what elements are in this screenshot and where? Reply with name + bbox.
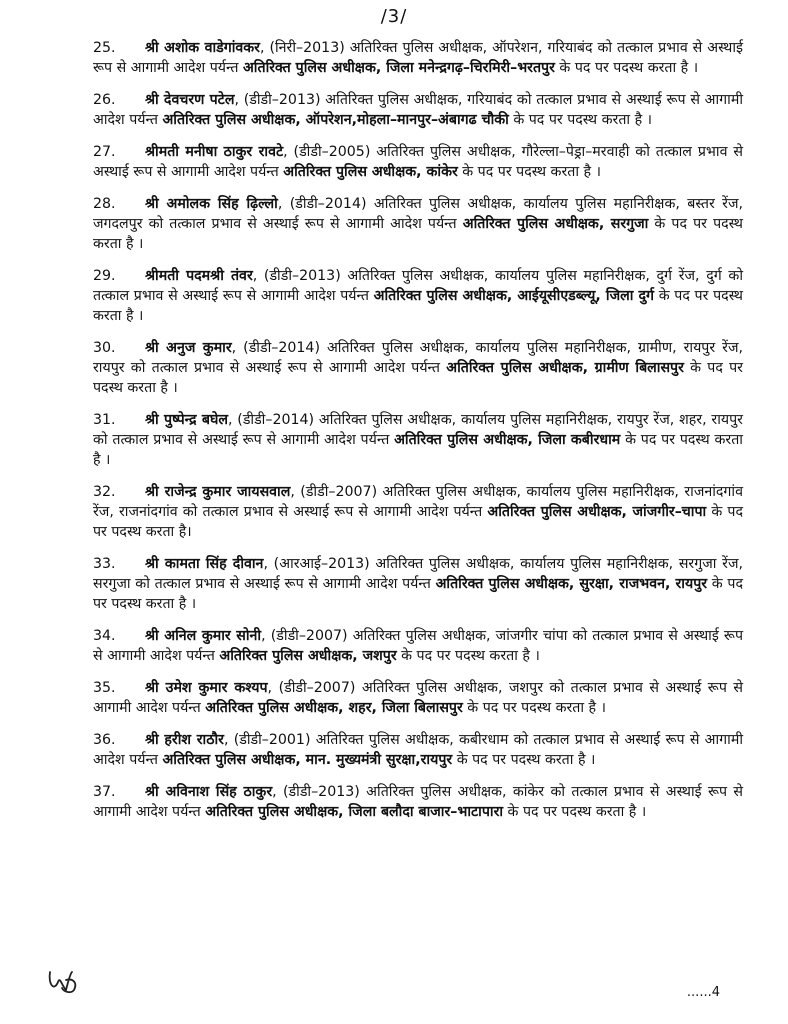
entry-text: , (डीडी–2014) अतिरिक्त पुलिस अधीक्षक, कार्यालय पुलिस महानिरीक्षक, रायपुर रेंज, शहर, रायपुर को तत्काल प्रभाव से अस्थाई रूप से आगामी आदेश पर्यन्त xyxy=(93,412,743,448)
entry-tail: के पद पर पदस्थ करता है । xyxy=(554,60,699,76)
order-entry xyxy=(93,142,743,182)
new-post: अतिरिक्त पुलिस अधीक्षक, जिला कबीरधाम xyxy=(394,432,621,448)
new-post: अतिरिक्त पुलिस अधीक्षक, जशपुर xyxy=(219,648,397,664)
entry-number: 35. xyxy=(93,680,116,696)
officer-name: श्री हरीश राठौर xyxy=(145,732,224,748)
order-entry xyxy=(93,38,743,78)
entry-tail: के पद पर पदस्थ करता है । xyxy=(508,112,653,128)
entry-number: 25. xyxy=(93,40,116,56)
entry-number: 30. xyxy=(93,340,116,356)
officer-name: श्री राजेन्द्र कुमार जायसवाल xyxy=(145,484,291,500)
new-post: अतिरिक्त पुलिस अधीक्षक, सुरक्षा, राजभवन, रायपुर xyxy=(435,576,708,592)
officer-name: श्री उमेश कुमार कश्यप xyxy=(145,680,268,696)
entry-tail: के पद पर पदस्थ करता है । xyxy=(452,752,596,768)
entry-text: , (डीडी–2014) अतिरिक्त पुलिस अधीक्षक, कार्यालय पुलिस महानिरीक्षक, बस्तर रेंज, जगदलपुर को तत्काल प्रभाव से अस्थाई रूप से आगामी आदेश पर्यन्त xyxy=(93,196,743,232)
order-entry xyxy=(93,266,743,326)
entry-text: , (डीडी–2013) अतिरिक्त पुलिस अधीक्षक, कांकेर को तत्काल प्रभाव से अस्थाई रूप से आगामी आदेश पर्यन्त xyxy=(93,784,743,820)
entry-number: 28. xyxy=(93,196,116,212)
entry-text: , (डीडी–2007) अतिरिक्त पुलिस अधीक्षक, जशपुर को तत्काल प्रभाव से अस्थाई रूप से आगामी आदेश पर्यन्त xyxy=(93,680,743,716)
officer-name: श्री देवचरण पटेल xyxy=(145,92,235,108)
new-post: अतिरिक्त पुलिस अधीक्षक, जिला मनेन्द्रगढ़–चिरमिरी–भरतपुर xyxy=(242,60,555,76)
entry-text: , (आरआई–2013) अतिरिक्त पुलिस अधीक्षक, कार्यालय पुलिस महानिरीक्षक, सरगुजा रेंज, सरगुजा को तत्काल प्रभाव से अस्थाई रूप से आगामी आदेश पर्यन्त xyxy=(93,556,743,592)
order-entry xyxy=(93,782,743,822)
entry-number: 31. xyxy=(93,412,116,428)
officer-name: श्रीमती मनीषा ठाकुर रावटे xyxy=(145,144,284,160)
officer-name: श्री अशोक वाडेगांवकर xyxy=(145,40,260,56)
order-entry xyxy=(93,626,743,666)
continuation-marker: ......4 xyxy=(686,985,720,1000)
order-entry xyxy=(93,338,743,398)
new-post: अतिरिक्त पुलिस अधीक्षक, सरगुजा xyxy=(462,216,649,232)
entry-text: , (डीडी–2001) अतिरिक्त पुलिस अधीक्षक, कबीरधाम को तत्काल प्रभाव से अस्थाई रूप से आगामी आदेश पर्यन्त xyxy=(93,732,743,768)
order-entry xyxy=(93,678,743,718)
new-post: अतिरिक्त पुलिस अधीक्षक, ऑपरेशन,मोहला–मानपुर–अंबागढ चौकी xyxy=(162,112,509,128)
new-post: अतिरिक्त पुलिस अधीक्षक, जिला बलौदा बाजार–भाटापारा xyxy=(205,804,504,820)
order-entry xyxy=(93,730,743,770)
new-post: अतिरिक्त पुलिस अधीक्षक, आईयूसीएडब्ल्यू, जिला दुर्ग xyxy=(373,288,655,304)
officer-name: श्री अमोलक सिंह ढ़िल्लो xyxy=(145,196,278,212)
entry-number: 36. xyxy=(93,732,116,748)
entry-text: , (डीडी–2005) अतिरिक्त पुलिस अधीक्षक, गौरेल्ला–पेड्रा–मरवाही को तत्काल प्रभाव से अस्थाई रूप से आगामी आदेश पर्यन्त xyxy=(93,144,743,180)
entry-text: , (डीडी–2014) अतिरिक्त पुलिस अधीक्षक, कार्यालय पुलिस महानिरीक्षक, ग्रामीण, रायपुर रेंज, रायपुर को तत्काल प्रभाव से अस्थाई रूप से आगामी आदेश पर्यन्त xyxy=(93,340,743,376)
entry-number: 29. xyxy=(93,268,116,284)
entry-number: 37. xyxy=(93,784,116,800)
entry-number: 32. xyxy=(93,484,116,500)
new-post: अतिरिक्त पुलिस अधीक्षक, जांजगीर–चापा xyxy=(487,504,707,520)
officer-name: श्री कामता सिंह दीवान xyxy=(145,556,264,572)
entry-number: 26. xyxy=(93,92,116,108)
order-entry xyxy=(93,554,743,614)
entry-tail: के पद पर पदस्थ करता है । xyxy=(93,288,743,324)
officer-name: श्री अनिल कुमार सोनी xyxy=(145,628,262,644)
order-entries xyxy=(93,38,743,834)
entry-tail: के पद पर पदस्थ करता है । xyxy=(503,804,647,820)
entry-tail: के पद पर पदस्थ करता है । xyxy=(457,164,601,180)
entry-text: , (डीडी–2013) अतिरिक्त पुलिस अधीक्षक, कार्यालय पुलिस महानिरीक्षक, दुर्ग रेंज, दुर्ग को तत्काल प्रभाव से अस्थाई रूप से आगामी आदेश पर्यन्त xyxy=(93,268,743,304)
new-post: अतिरिक्त पुलिस अधीक्षक, शहर, जिला बिलासपुर xyxy=(205,700,463,716)
entry-text: , (निरी–2013) अतिरिक्त पुलिस अधीक्षक, ऑपरेशन, गरियाबंद को तत्काल प्रभाव से अस्थाई रूप से आगामी आदेश पर्यन्त xyxy=(93,40,744,76)
entry-number: 27. xyxy=(93,144,116,160)
new-post: अतिरिक्त पुलिस अधीक्षक, ग्रामीण बिलासपुर xyxy=(446,360,684,376)
entry-tail: के पद पर पदस्थ करता है । xyxy=(93,432,743,468)
entry-tail: के पद पर पदस्थ करता है । xyxy=(396,648,540,664)
officer-name: श्रीमती पदमश्री तंवर xyxy=(145,268,253,284)
entry-tail: के पद पर पदस्थ करता है । xyxy=(93,216,743,252)
entry-text: , (डीडी–2007) अतिरिक्त पुलिस अधीक्षक, कार्यालय पुलिस महानिरीक्षक, राजनांदगांव रेंज, राजनांदगांव को तत्काल प्रभाव से अस्थाई रूप से आगामी आदेश पर्यन्त xyxy=(93,484,743,520)
officer-name: श्री अविनाश सिंह ठाकुर xyxy=(145,784,273,800)
entry-text: , (डीडी–2007) अतिरिक्त पुलिस अधीक्षक, जांजगीर चांपा को तत्काल प्रभाव से अस्थाई रूप से आगामी आदेश पर्यन्त xyxy=(93,628,744,664)
signature-initials xyxy=(44,960,84,1000)
entry-number: 34. xyxy=(93,628,116,644)
officer-name: श्री पुष्पेन्द्र बघेल xyxy=(145,412,228,428)
order-entry xyxy=(93,90,743,130)
new-post: अतिरिक्त पुलिस अधीक्षक, मान. मुख्यमंत्री सुरक्षा,रायपुर xyxy=(162,752,453,768)
entry-text: , (डीडी–2013) अतिरिक्त पुलिस अधीक्षक, गरियाबंद को तत्काल प्रभाव से अस्थाई रूप से आगामी आदेश पर्यन्त xyxy=(93,92,744,128)
entry-tail: के पद पर पदस्थ करता है । xyxy=(93,576,743,612)
new-post: अतिरिक्त पुलिस अधीक्षक, कांकेर xyxy=(283,164,458,180)
page-number: /3/ xyxy=(380,6,408,27)
officer-name: श्री अनुज कुमार xyxy=(145,340,232,356)
order-entry xyxy=(93,482,743,542)
order-entry xyxy=(93,410,743,470)
entry-tail: के पद पर पदस्थ करता है। xyxy=(93,504,744,540)
entry-tail: के पद पर पदस्थ करता है । xyxy=(93,360,743,396)
entry-tail: के पद पर पदस्थ करता है । xyxy=(462,700,606,716)
order-entry xyxy=(93,194,743,254)
entry-number: 33. xyxy=(93,556,116,572)
